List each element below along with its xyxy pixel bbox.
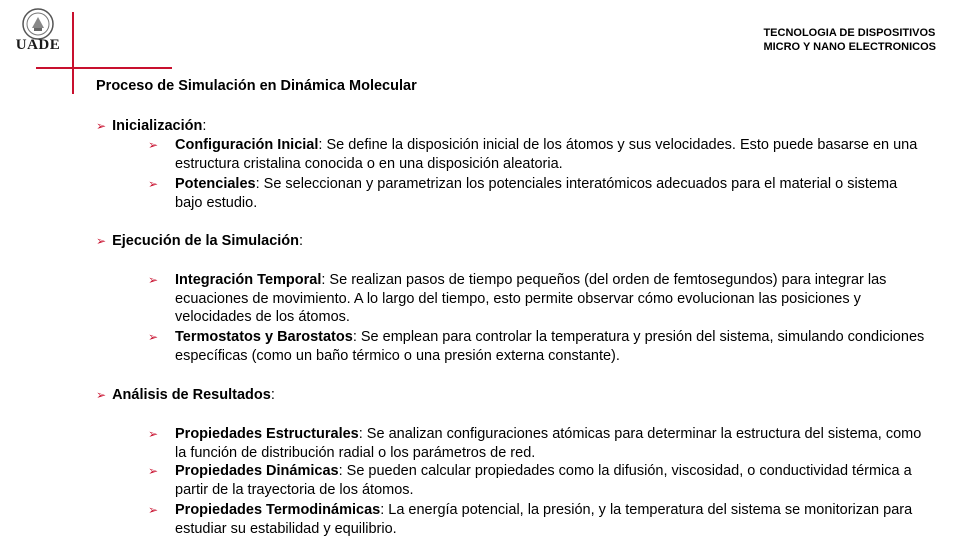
section-heading-suffix: : [299,233,304,249]
section-heading-label: Inicialización [112,118,203,134]
slide-title: Proceso de Simulación en Dinámica Molecular [96,78,417,94]
item-text: : Se define la disposición inicial de los átomos y sus velocidades. Esto puede basarse en una estructura cristalina conocida o en una disposición aleatoria. [175,137,918,172]
item-label: Potenciales [175,176,256,192]
item-text: : Se realizan pasos de tiempo pequeños (del orden de femtosegundos) para integrar las ecuaciones de movimiento. A lo largo del tiempo, esto permite observar cómo evolucionan las posiciones y velocidades de los átomos. [175,272,887,325]
section-heading-label: Análisis de Resultados [112,387,271,403]
item-label: Termostatos y Barostatos [175,329,353,345]
section-heading [96,117,206,135]
logo-text: UADE [15,37,61,53]
arrow-bullet-icon: ➢ [148,464,159,478]
course-line-1: TECNOLOGIA DE DISPOSITIVOS [763,27,936,39]
item-label: Propiedades Dinámicas [175,463,339,479]
arrow-bullet-icon: ➢ [96,119,107,133]
section-heading [96,232,303,250]
item-label: Integración Temporal [175,272,322,288]
list-item [148,328,928,365]
item-text: : La energía potencial, la presión, y la temperatura del sistema se monitorizan para estudiar su estabilidad y equilibrio. [175,502,913,537]
arrow-bullet-icon: ➢ [148,330,159,344]
section-heading [96,386,275,404]
list-item [148,175,928,212]
arrow-bullet-icon: ➢ [148,427,159,441]
list-item [148,425,928,462]
arrow-bullet-icon: ➢ [148,503,159,517]
item-label: Configuración Inicial [175,137,319,153]
arrow-bullet-icon: ➢ [96,234,107,248]
item-text: : Se analizan configuraciones atómicas para determinar la estructura del sistema, como la función de distribución radial o los parámetros de red. [175,426,922,461]
arrow-bullet-icon: ➢ [148,138,159,152]
list-item [148,501,928,538]
list-item [148,271,928,327]
arrow-bullet-icon: ➢ [148,177,159,191]
section-heading-label: Ejecución de la Simulación [112,233,300,249]
item-text: : Se seleccionan y parametrizan los potenciales interatómicos adecuados para el material o sistema bajo estudio. [175,176,898,211]
item-text: : Se pueden calcular propiedades como la difusión, viscosidad, o conductividad térmica a partir de la trayectoria de los átomos. [175,463,912,498]
arrow-bullet-icon: ➢ [96,388,107,402]
item-label: Propiedades Termodinámicas [175,502,381,518]
item-text: : Se emplean para controlar la temperatura y presión del sistema, simulando condiciones específicas (como un baño térmico o una presión externa constante). [175,329,925,364]
list-item [148,462,928,499]
section-heading-suffix: : [270,387,275,403]
item-label: Propiedades Estructurales [175,426,359,442]
arrow-bullet-icon: ➢ [148,273,159,287]
list-item [148,136,928,173]
course-line-2: MICRO Y NANO ELECTRONICOS [763,41,936,53]
section-heading-suffix: : [202,118,207,134]
